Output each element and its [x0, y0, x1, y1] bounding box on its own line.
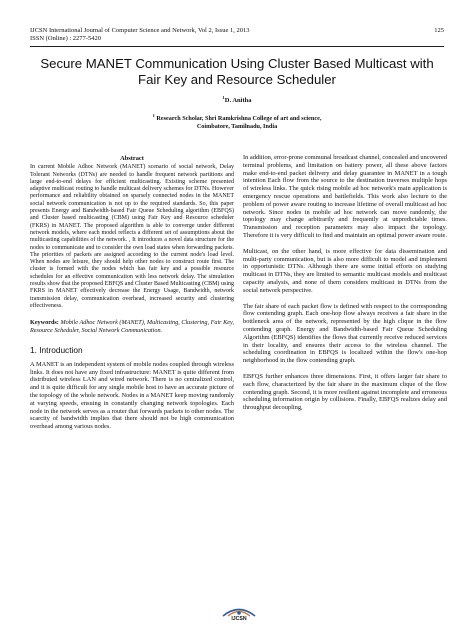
header-divider — [30, 46, 444, 47]
body-paragraph: EBFQS further enhances three dimensions. First, it offers larger fair share to each flow, characterized by the fair share in the maximum clique of the flow contending graph. Second, it is more resilient against incomplete and erroneous scheduling information origin by collisions. Finally, EBFQS realizes delay and throughput decoupling, — [243, 372, 447, 412]
body-paragraph: The fair share of each packet flow is defined with respect to the corresponding flow contending graph. Each one-hop flow always receives a fair share in the bottleneck area of the network, represented by the high clique in the flow contending graph. Energy and Bandwidth-based Fair Queue Scheduling Algorithm (EBFQS) identifies the flows that currently receive reduced services in their locality, and ensures their access to the wireless channel. The scheduling coordination in EBFQS is localized within the flow's one-hop neighborhood in the flow contending graph. — [243, 302, 447, 365]
keywords — [30, 319, 234, 334]
affiliation-sup: 1 — [152, 113, 155, 118]
journal-logo — [219, 604, 259, 622]
author-name: D. Anitha — [224, 97, 252, 105]
introduction-text: A MANET is an independent system of mobile nodes coupled through wireless links. It does not have any fixed infrastructure: MANET is quite different from distributed wireless LAN and wired network. There is no centralized control, and it is quite difficult for any single mobile host to have an accurate picture of the topology of the whole network. Nodes in a MANET keep moving randomly at varying speeds, ensuing in constantly changing network topologies. Each node in the network serves as a router that forwards packets to other nodes. The scarcity of bandwidth implies that there should not be high communication overhead among various nodes. — [30, 360, 234, 431]
paper-title: Secure MANET Communication Using Cluster Based Multicast with Fair Key and Resource Scheduler — [40, 56, 434, 87]
keywords-text: Mobile Adhoc Network (MANET), Multicasting, Clustering, Fair Key, Resource Scheduler, Social Network Communication. — [30, 319, 234, 334]
journal-logo-text: IJCSN — [231, 616, 247, 622]
abstract-heading: Abstract — [120, 155, 144, 162]
journal-header — [30, 27, 444, 43]
journal-header-line1: IJCSN International Journal of Computer Science and Network, Vol 2, Issue 1, 2013 — [30, 27, 250, 34]
body-paragraph: In addition, error-prone communal broadcast channel, concealed and uncovered terminal problems, and limitation on battery power, all these above factors make end-to-end packet delivery and delay guarantee in MANET in a tough intention Each flow from the source to the destination traverses multiple hops of wireless links. The quick rising mobile ad hoc network's main application is emergency rescue operations and battlefields. This work also lecture to the problem of power aware routing to increase lifetime of overall multicast ad hoc network. Since nodes in mobile ad hoc network can move randomly, the topology may change arbitrarily and frequently at unpredictable times. Transmission and reception parameters may also impact the topology. Therefore it is very difficult to find and maintain an optimal power aware route. — [243, 154, 447, 239]
affiliation-line1: Research Scholar, Shri Ramkrishna College of art and science, — [154, 115, 322, 123]
affiliation — [30, 112, 444, 131]
right-column — [243, 154, 447, 420]
author-sup: 1 — [222, 95, 225, 100]
affiliation-line2: Coimbatore, Tamilnadu, India — [196, 123, 278, 131]
page-number: 125 — [434, 27, 444, 34]
abstract-text: In current Mobile Adhoc Network (MANET) scenario of social network, Delay Tolerant Networks (DTNs) are needed to handle frequent network partitions and large end-to-end delays for efficient multicasting. Existing scheme presented adaptive multicast routing to handle multicast delivery schemes for DTNs. However performance and reliability obtained on sparsely connected nodes in the MANET social network communication is not up to the required standards. So, this paper presents Energy and Bandwidth-based Fair Queue Scheduling algorithm (EBFQS) and Cluster based multicasting (CBM) using Fair Key and Resource scheduler (FKRS) in MANET. The proposed algorithm is able to converge under different network models, where each model reflects a different set of assumptions about the multicasting capabilities of the network. , It introduces a novel data structure for the nodes to communicate and to consider the own load states when forwarding packets. The priorities of packets are assigned according to the current node's load level. When nodes are leisure, they should help other nodes to construct route first. The cluster is formed with the nodes which has fair key and a possible resource schedules for an effective communication with less network delay. The simulation results show that the proposed EBFQS and Cluster Based Multicasting (CBM) using FKRS in MANET effectively decrease the Energy Usage, Bandwidth, network transmission delay, communication overhead, increased security and clustering effectiveness. — [30, 164, 234, 309]
journal-header-issn: ISSN (Online) : 2277-5420 — [30, 35, 101, 42]
introduction-heading: 1. Introduction — [30, 345, 83, 356]
keywords-label: Keywords: — [30, 319, 59, 327]
body-paragraph: Multicast, on the other hand, is more effective for data dissemination and multi-party communication, but is also more difficult to model and implement in opportunistic DTNs. Although there are some initial efforts on studying multicast in DTNs, they are limited to semantic multicast models and multicast capacity analysis, and none of them considers multicast in DTNs from the social network perspective. — [243, 247, 447, 294]
author — [30, 95, 444, 104]
left-column — [30, 155, 234, 431]
